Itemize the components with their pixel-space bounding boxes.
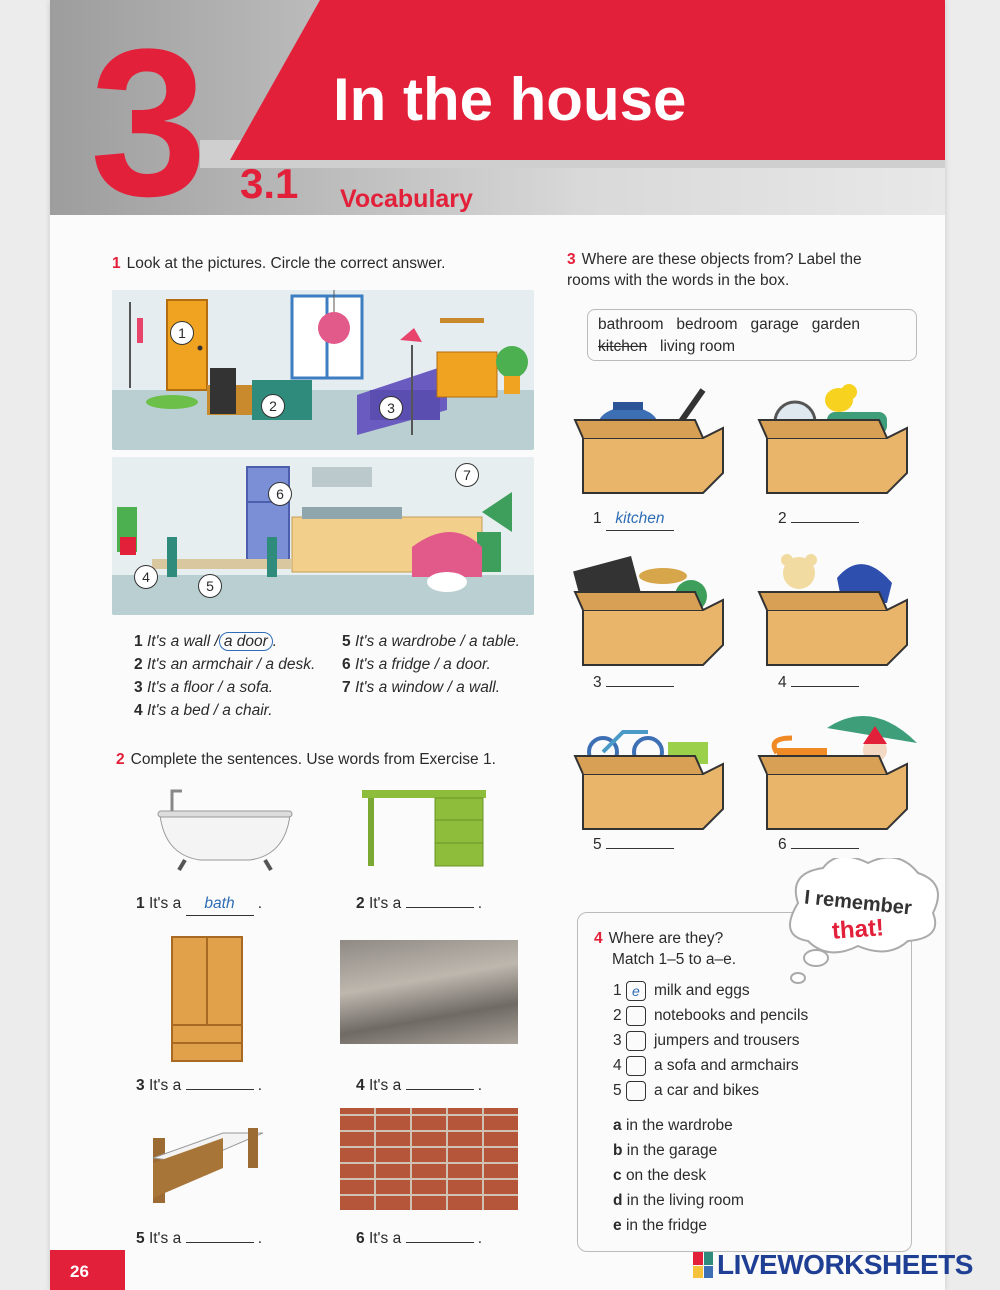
ex4-option	[613, 1163, 744, 1188]
ex3-answer-field[interactable]	[791, 848, 859, 849]
ex1-item-number: 3	[134, 678, 143, 696]
logo-text: LIVEWORKSHEETS	[717, 1249, 973, 1280]
ex3-instruction: Where are these objects from? Label the rooms with the words in the box.	[567, 251, 862, 289]
ex4-item-number: 5	[613, 1082, 622, 1099]
crate-garage-objects	[573, 712, 733, 830]
ex4-option	[613, 1138, 744, 1163]
ex4-number: 4	[594, 930, 603, 947]
ex2-item-text: It's a	[148, 1230, 182, 1247]
ex4-item-text: a car and bikes	[653, 1082, 760, 1099]
ex3-answer-field[interactable]	[791, 686, 859, 687]
wall-picture	[340, 1108, 518, 1210]
ex1-item-text: It's a bed / a chair.	[146, 701, 273, 719]
bed-picture	[148, 1118, 268, 1208]
word-box-item: bathroom	[598, 316, 664, 333]
ex2-answer-field[interactable]	[186, 1089, 254, 1090]
ex4-option-letter: a	[613, 1117, 622, 1134]
picture-label-1: 1	[170, 321, 194, 345]
ex3-answer-field[interactable]: kitchen	[606, 509, 674, 531]
ex4-option	[613, 1213, 744, 1238]
ex4-item-number: 1	[613, 982, 622, 999]
crate-bathroom-objects	[757, 380, 917, 495]
ex1-heading	[112, 254, 552, 275]
section-number: 3.1	[240, 160, 299, 207]
ex1-instruction: Look at the pictures. Circle the correct answer.	[126, 255, 446, 272]
floor-picture	[340, 940, 518, 1044]
ex3-item-1	[593, 509, 674, 531]
ex3-item-number: 4	[778, 674, 787, 691]
ex2-item-text: It's a	[148, 895, 182, 912]
ex3-answer-field[interactable]	[791, 522, 859, 523]
ex2-item-number: 4	[356, 1077, 365, 1094]
ex2-item-number: 5	[136, 1230, 145, 1247]
ex4-item	[613, 1053, 808, 1078]
unit-number: 3	[90, 5, 203, 240]
ex3-item-4	[778, 673, 859, 694]
ex1-item-number: 1	[134, 633, 143, 650]
ex1-item-end: .	[272, 633, 278, 650]
liveworksheets-logo[interactable]	[693, 1249, 973, 1281]
picture-label-2: 2	[261, 394, 285, 418]
ex1-item	[134, 632, 315, 653]
ex4-item-text: milk and eggs	[653, 982, 750, 999]
word-box-item: bedroom	[676, 316, 738, 333]
ex4-item-number: 4	[613, 1057, 622, 1074]
ex4-item	[613, 1003, 808, 1028]
ex2-item-1: 1 It's a bath .	[136, 894, 262, 916]
ex3-item-2	[778, 509, 859, 530]
ex1-circled-answer[interactable]: a door	[219, 632, 273, 651]
ex1-item[interactable]	[342, 632, 520, 653]
ex4-option-text: in the fridge	[625, 1217, 707, 1234]
ex3-item-number: 5	[593, 836, 602, 853]
ex4-item	[613, 1028, 808, 1053]
ex4-items	[613, 978, 808, 1103]
ex1-item-text: It's a wall /	[146, 633, 219, 650]
ex2-item-3: 3 It's a .	[136, 1077, 263, 1094]
ex2-answer-field[interactable]: bath	[186, 894, 254, 916]
ex4-option-letter: d	[613, 1192, 623, 1209]
picture-label-5: 5	[198, 574, 222, 598]
ex4-answer-box[interactable]	[626, 1031, 646, 1051]
ex1-item[interactable]	[342, 655, 520, 676]
page-number: 26	[70, 1262, 89, 1281]
ex2-item-text: It's a	[148, 1077, 182, 1094]
ex4-option-text: in the garage	[626, 1142, 718, 1159]
ex1-item[interactable]	[342, 678, 520, 699]
ex4-item-number: 3	[613, 1032, 622, 1049]
ex1-item[interactable]	[134, 701, 315, 722]
worksheet-page	[50, 0, 945, 1290]
ex2-number: 2	[116, 751, 125, 768]
ex3-heading	[567, 250, 907, 292]
ex2-item-text: It's a	[368, 1077, 402, 1094]
ex2-item-5: 5 It's a .	[136, 1230, 263, 1247]
bath-picture	[150, 785, 300, 875]
picture-label-4: 4	[134, 565, 158, 589]
ex1-item-text: It's a floor / a sofa.	[146, 678, 274, 696]
ex2-instruction: Complete the sentences. Use words from Exercise 1.	[130, 751, 496, 768]
ex2-heading	[116, 750, 556, 771]
ex4-instruction-1: Where are they?	[608, 930, 724, 947]
word-box	[587, 309, 917, 361]
crate-kitchen-objects	[573, 380, 733, 495]
ex1-item-number: 2	[134, 655, 143, 673]
ex2-item-text: It's a	[368, 895, 402, 912]
ex2-answer-field[interactable]	[406, 1242, 474, 1243]
ex4-heading	[594, 929, 736, 971]
ex4-item-text: jumpers and trousers	[653, 1032, 800, 1049]
ex4-answer-box[interactable]	[626, 1056, 646, 1076]
ex3-answer-field[interactable]	[606, 686, 674, 687]
ex4-answer-box[interactable]	[626, 1081, 646, 1101]
ex1-item-text: It's an armchair / a desk.	[146, 655, 316, 673]
ex2-answer-field[interactable]	[406, 907, 474, 908]
ex2-item-number: 6	[356, 1230, 365, 1247]
word-box-item: living room	[660, 338, 735, 355]
ex2-item-6: 6 It's a .	[356, 1230, 483, 1247]
ex1-item[interactable]	[134, 678, 315, 699]
desk-picture	[360, 788, 490, 868]
ex2-item-4: 4 It's a .	[356, 1077, 483, 1094]
ex1-item-text: It's a window / a wall.	[354, 678, 501, 696]
ex4-option-text: in the living room	[626, 1192, 744, 1209]
living-room-picture	[112, 290, 534, 450]
ex4-instruction-2: Match 1–5 to a–e.	[612, 950, 737, 968]
ex3-item-number: 6	[778, 836, 787, 853]
ex1-item-number: 4	[134, 701, 143, 719]
ex4-option-letter: c	[613, 1167, 622, 1184]
ex4-option	[613, 1113, 744, 1138]
ex4-answer-box[interactable]: e	[626, 981, 646, 1001]
ex4-option-text: on the desk	[625, 1167, 707, 1184]
crate-living-room-objects	[573, 548, 733, 666]
ex1-items-left	[134, 632, 315, 722]
bubble-text-1: I remember	[803, 886, 913, 920]
ex1-item-text: It's a wardrobe / a table.	[354, 633, 520, 650]
bubble-text-2: that!	[831, 914, 885, 945]
unit-title: In the house	[333, 66, 687, 133]
ex3-item-number: 1	[593, 510, 602, 527]
ex2-item-number: 2	[356, 895, 365, 912]
word-box-item-used: kitchen	[598, 338, 648, 355]
ex3-item-number: 3	[593, 674, 602, 691]
picture-label-3: 3	[379, 396, 403, 420]
ex2-item-text: It's a	[368, 1230, 402, 1247]
ex2-item-number: 1	[136, 895, 145, 912]
ex3-item-number: 2	[778, 510, 787, 527]
ex4-options	[613, 1113, 744, 1238]
ex1-item-number: 7	[342, 678, 351, 696]
ex3-item-6	[778, 835, 859, 856]
ex1-number: 1	[112, 255, 121, 272]
crate-bedroom-objects	[757, 548, 917, 666]
ex4-option-letter: b	[613, 1142, 623, 1159]
ex4-option-text: in the wardrobe	[625, 1117, 733, 1134]
picture-label-6: 6	[268, 482, 292, 506]
ex3-item-3	[593, 673, 674, 694]
ex3-item-5	[593, 835, 674, 856]
ex2-answer-field[interactable]	[186, 1242, 254, 1243]
ex4-item	[613, 1078, 808, 1103]
word-box-item: garden	[811, 316, 860, 333]
ex2-item-2: 2 It's a .	[356, 895, 483, 912]
ex3-number: 3	[567, 251, 576, 268]
picture-label-7: 7	[455, 463, 479, 487]
ex4-answer-box[interactable]	[626, 1006, 646, 1026]
ex1-item[interactable]	[134, 655, 315, 676]
ex3-answer-field[interactable]	[606, 848, 674, 849]
crate-garden-objects	[757, 708, 917, 830]
ex1-item-number: 6	[342, 655, 351, 673]
ex4-option-letter: e	[613, 1217, 622, 1234]
ex2-answer-field[interactable]	[406, 1089, 474, 1090]
ex2-item-number: 3	[136, 1077, 145, 1094]
ex1-item-number: 5	[342, 633, 351, 650]
ex4-option	[613, 1188, 744, 1213]
ex1-items-right	[342, 632, 520, 699]
ex4-item	[613, 978, 808, 1003]
ex4-item-text: notebooks and pencils	[653, 1007, 809, 1024]
logo-icon	[693, 1252, 713, 1278]
ex4-item-number: 2	[613, 1007, 622, 1024]
ex4-item-text: a sofa and armchairs	[653, 1057, 799, 1074]
section-title: Vocabulary	[340, 185, 473, 213]
wardrobe-picture	[170, 935, 245, 1065]
ex1-item-text: It's a fridge / a door.	[354, 655, 491, 673]
word-box-item: garage	[750, 316, 799, 333]
